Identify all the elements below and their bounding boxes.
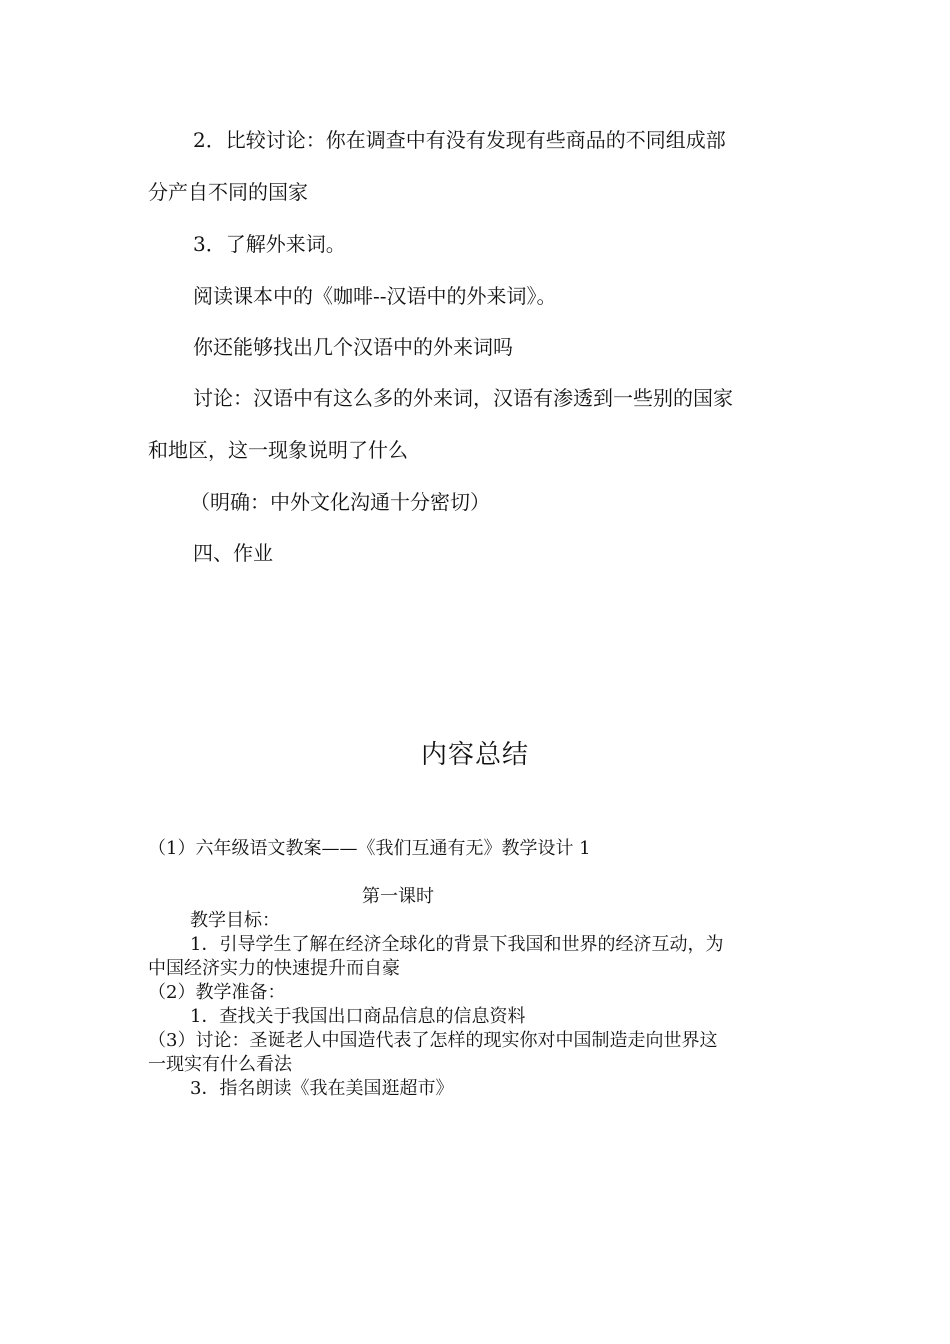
summary-line-8: （3）讨论：圣诞老人中国造代表了怎样的现实你对中国制造走向世界这	[148, 1030, 718, 1051]
paragraph-loanwords-heading: 3．了解外来词。	[193, 232, 346, 256]
paragraph-discussion-line1: 讨论：汉语中有这么多的外来词，汉语有渗透到一些别的国家	[193, 386, 733, 410]
summary-line-9: 一现实有什么看法	[148, 1054, 292, 1075]
summary-line-10: 3．指名朗读《我在美国逛超市》	[190, 1078, 454, 1099]
summary-line-5: 中国经济实力的快速提升而自豪	[148, 958, 400, 979]
summary-title: 内容总结	[420, 740, 529, 770]
paragraph-comparison-line2: 分产自不同的国家	[148, 180, 308, 204]
summary-line-4: 1．引导学生了解在经济全球化的背景下我国和世界的经济互动，为	[190, 934, 724, 955]
summary-line-6: （2）教学准备：	[148, 982, 286, 1003]
summary-line-2: 第一课时	[362, 886, 434, 907]
paragraph-reading: 阅读课本中的《咖啡--汉语中的外来词》。	[193, 284, 557, 308]
summary-line-3: 教学目标：	[190, 910, 280, 931]
paragraph-clarification: （明确：中外文化沟通十分密切）	[190, 490, 490, 514]
paragraph-discussion-line2: 和地区，这一现象说明了什么	[148, 438, 408, 462]
paragraph-comparison-line1: 2．比较讨论：你在调查中有没有发现有些商品的不同组成部	[193, 128, 726, 152]
paragraph-question: 你还能够找出几个汉语中的外来词吗	[193, 335, 513, 359]
section-homework-heading: 四、作业	[193, 541, 273, 565]
summary-line-7: 1．查找关于我国出口商品信息的信息资料	[190, 1006, 526, 1027]
summary-line-1: （1）六年级语文教案——《我们互通有无》教学设计 1	[148, 838, 591, 859]
